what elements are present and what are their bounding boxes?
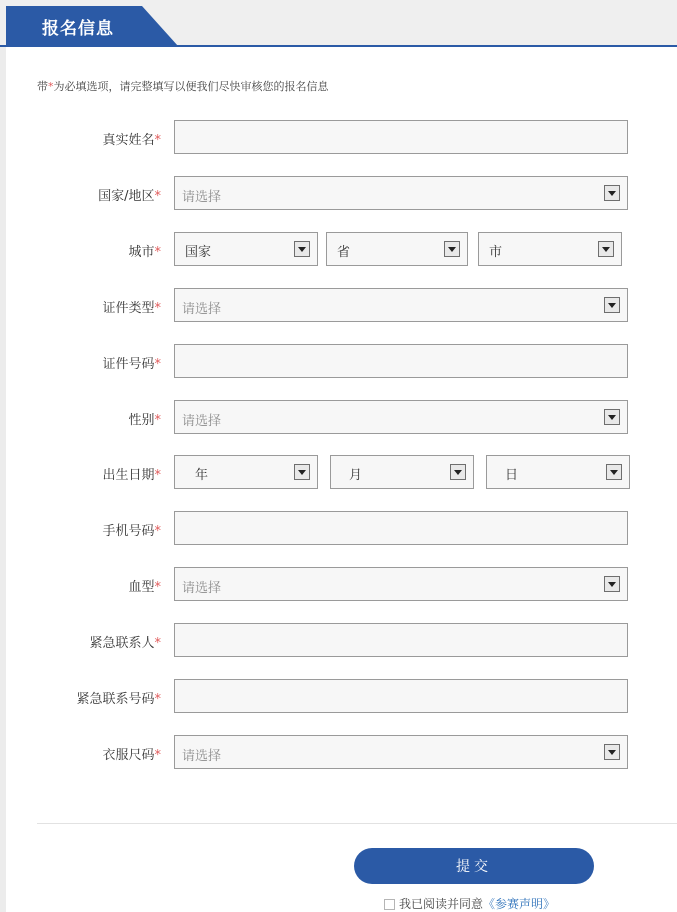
- required-hint: [37, 78, 329, 94]
- birth-year-select[interactable]: [174, 455, 318, 489]
- birthdate-label: 出生日期*: [102, 468, 161, 483]
- row-emergency-phone: [0, 679, 677, 715]
- birth-month-select[interactable]: [330, 455, 474, 489]
- chevron-down-icon[interactable]: [294, 464, 310, 480]
- blood-placeholder: 请选择: [182, 581, 222, 596]
- row-name: [0, 120, 677, 156]
- agreement-link-open: 《: [483, 897, 496, 911]
- agreement-line: [384, 895, 555, 912]
- chevron-down-icon[interactable]: [444, 241, 460, 257]
- row-city: [0, 232, 677, 268]
- chevron-down-icon[interactable]: [606, 464, 622, 480]
- row-id-number: [0, 344, 677, 380]
- hint-prefix: 带: [37, 80, 48, 93]
- gender-select[interactable]: [174, 400, 628, 434]
- phone-label: 手机号码*: [102, 524, 161, 539]
- city-country-value: 国家: [185, 245, 212, 260]
- id-type-select[interactable]: [174, 288, 628, 322]
- agreement-text: 我已阅读并同意: [399, 897, 484, 911]
- row-size: [0, 735, 677, 771]
- size-select[interactable]: [174, 735, 628, 769]
- form-divider: [37, 823, 677, 824]
- gender-placeholder: 请选择: [182, 414, 222, 429]
- city-city-value: 市: [489, 245, 503, 260]
- chevron-down-icon[interactable]: [604, 185, 620, 201]
- emergency-phone-label: 紧急联系号码*: [76, 692, 161, 707]
- city-city-select[interactable]: [478, 232, 622, 266]
- row-id-type: [0, 288, 677, 324]
- city-country-select[interactable]: [174, 232, 318, 266]
- id-number-input[interactable]: [174, 344, 628, 378]
- birth-day-select[interactable]: [486, 455, 630, 489]
- name-label: 真实姓名*: [102, 133, 161, 148]
- agree-checkbox[interactable]: [384, 899, 395, 910]
- name-input[interactable]: [174, 120, 628, 154]
- section-title: 报名信息: [42, 19, 114, 39]
- chevron-down-icon[interactable]: [450, 464, 466, 480]
- row-blood: [0, 567, 677, 603]
- gender-label: 性别*: [128, 413, 161, 428]
- row-birthdate: [0, 455, 677, 491]
- agreement-link[interactable]: 参赛声明: [495, 897, 544, 911]
- id-type-label: 证件类型*: [102, 301, 161, 316]
- blood-select[interactable]: [174, 567, 628, 601]
- chevron-down-icon[interactable]: [604, 576, 620, 592]
- country-label: 国家/地区*: [98, 189, 161, 204]
- chevron-down-icon[interactable]: [294, 241, 310, 257]
- size-label: 衣服尺码*: [102, 748, 161, 763]
- row-phone: [0, 511, 677, 547]
- chevron-down-icon[interactable]: [604, 297, 620, 313]
- birth-day-value: 日: [505, 468, 519, 483]
- city-label: 城市*: [128, 245, 161, 260]
- hint-star: *: [48, 80, 54, 93]
- agreement-link-close: 》: [543, 897, 556, 911]
- row-country: [0, 176, 677, 212]
- emergency-name-label: 紧急联系人*: [89, 636, 161, 651]
- country-placeholder: 请选择: [182, 190, 222, 205]
- hint-text: 为必填选项，请完整填写以便我们尽快审核您的报名信息: [53, 80, 329, 93]
- size-placeholder: 请选择: [182, 749, 222, 764]
- submit-button[interactable]: 提交: [354, 848, 594, 884]
- row-emergency-name: [0, 623, 677, 659]
- emergency-name-input[interactable]: [174, 623, 628, 657]
- city-province-select[interactable]: [326, 232, 468, 266]
- emergency-phone-input[interactable]: [174, 679, 628, 713]
- chevron-down-icon[interactable]: [604, 744, 620, 760]
- birth-year-value: 年: [195, 468, 209, 483]
- phone-input[interactable]: [174, 511, 628, 545]
- blood-label: 血型*: [128, 580, 161, 595]
- id-number-label: 证件号码*: [102, 357, 161, 372]
- city-province-value: 省: [337, 245, 351, 260]
- birth-month-value: 月: [349, 468, 363, 483]
- country-select[interactable]: [174, 176, 628, 210]
- id-type-placeholder: 请选择: [182, 302, 222, 317]
- chevron-down-icon[interactable]: [604, 409, 620, 425]
- row-gender: [0, 400, 677, 436]
- chevron-down-icon[interactable]: [598, 241, 614, 257]
